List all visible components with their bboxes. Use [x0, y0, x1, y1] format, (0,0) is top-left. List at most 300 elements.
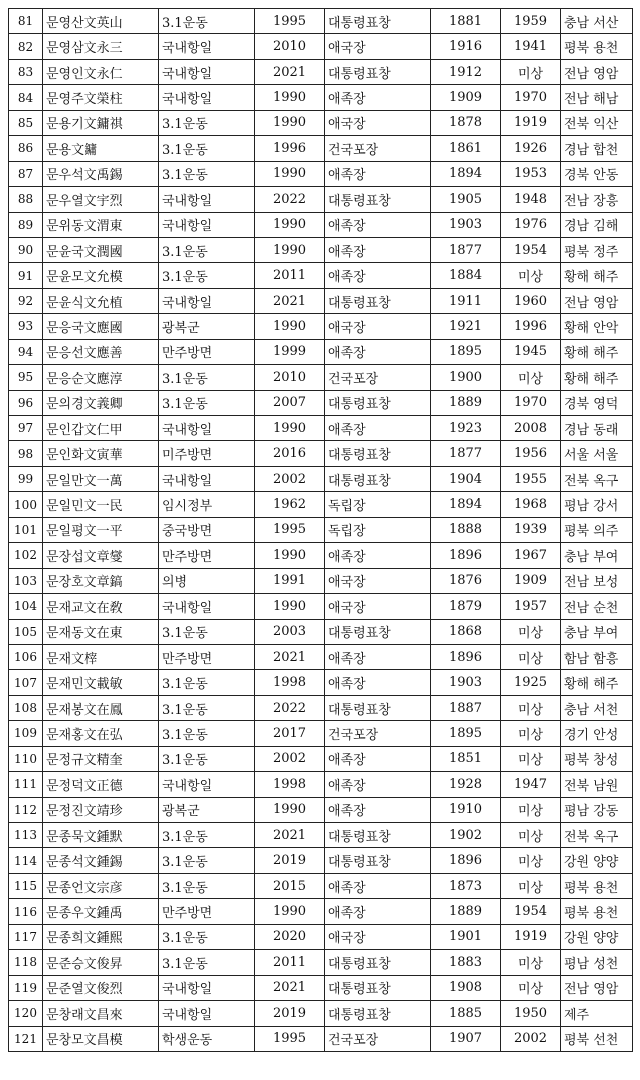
award-cell: 애족장	[325, 212, 431, 237]
origin-cell: 전남 장흥	[561, 187, 633, 212]
origin-cell: 경북 영덕	[561, 390, 633, 415]
movement-cell: 3.1운동	[159, 237, 255, 262]
row-number: 107	[9, 670, 43, 695]
award-year-cell: 1995	[255, 9, 325, 34]
death-year-cell: 1948	[501, 187, 561, 212]
birth-year-cell: 1883	[431, 950, 501, 975]
name-cell: 문영삼文永三	[43, 34, 159, 59]
award-year-cell: 1991	[255, 568, 325, 593]
movement-cell: 3.1운동	[159, 365, 255, 390]
birth-year-cell: 1903	[431, 670, 501, 695]
row-number: 103	[9, 568, 43, 593]
birth-year-cell: 1895	[431, 721, 501, 746]
row-number: 112	[9, 797, 43, 822]
death-year-cell: 1953	[501, 161, 561, 186]
award-cell: 대통령표창	[325, 187, 431, 212]
death-year-cell: 1968	[501, 492, 561, 517]
row-number: 91	[9, 263, 43, 288]
origin-cell: 평남 성천	[561, 950, 633, 975]
death-year-cell: 미상	[501, 848, 561, 873]
award-cell: 대통령표창	[325, 848, 431, 873]
death-year-cell: 1941	[501, 34, 561, 59]
name-cell: 문인갑文仁甲	[43, 416, 159, 441]
birth-year-cell: 1928	[431, 772, 501, 797]
birth-year-cell: 1876	[431, 568, 501, 593]
award-year-cell: 1990	[255, 543, 325, 568]
movement-cell: 국내항일	[159, 466, 255, 491]
origin-cell: 전북 남원	[561, 772, 633, 797]
row-number: 92	[9, 288, 43, 313]
award-year-cell: 2017	[255, 721, 325, 746]
origin-cell: 제주	[561, 1001, 633, 1026]
row-number: 98	[9, 441, 43, 466]
award-year-cell: 2002	[255, 466, 325, 491]
name-cell: 문위동文渭東	[43, 212, 159, 237]
origin-cell: 황해 해주	[561, 365, 633, 390]
origin-cell: 충남 서산	[561, 9, 633, 34]
name-cell: 문우열文宇烈	[43, 187, 159, 212]
death-year-cell: 1925	[501, 670, 561, 695]
name-cell: 문윤모文允模	[43, 263, 159, 288]
origin-cell: 평북 의주	[561, 517, 633, 542]
award-year-cell: 1998	[255, 772, 325, 797]
table-row	[9, 237, 633, 262]
award-year-cell: 1990	[255, 416, 325, 441]
table-row	[9, 823, 633, 848]
table-row	[9, 950, 633, 975]
table-row	[9, 924, 633, 949]
name-cell: 문윤국文潤國	[43, 237, 159, 262]
award-year-cell: 2021	[255, 975, 325, 1000]
origin-cell: 평남 강동	[561, 797, 633, 822]
origin-cell: 충남 부여	[561, 619, 633, 644]
award-year-cell: 1990	[255, 161, 325, 186]
movement-cell: 광복군	[159, 797, 255, 822]
movement-cell: 3.1운동	[159, 390, 255, 415]
table-row	[9, 34, 633, 59]
table-row	[9, 390, 633, 415]
row-number: 110	[9, 746, 43, 771]
birth-year-cell: 1868	[431, 619, 501, 644]
birth-year-cell: 1878	[431, 110, 501, 135]
origin-cell: 전북 익산	[561, 110, 633, 135]
table-row	[9, 136, 633, 161]
movement-cell: 3.1운동	[159, 924, 255, 949]
row-number: 101	[9, 517, 43, 542]
table-row	[9, 899, 633, 924]
row-number: 82	[9, 34, 43, 59]
origin-cell: 강원 양양	[561, 848, 633, 873]
death-year-cell: 미상	[501, 873, 561, 898]
movement-cell: 중국방면	[159, 517, 255, 542]
table-row	[9, 161, 633, 186]
movement-cell: 학생운동	[159, 1026, 255, 1051]
death-year-cell: 1950	[501, 1001, 561, 1026]
movement-cell: 3.1운동	[159, 263, 255, 288]
origin-cell: 충남 서천	[561, 695, 633, 720]
birth-year-cell: 1877	[431, 441, 501, 466]
birth-year-cell: 1877	[431, 237, 501, 262]
award-cell: 대통령표창	[325, 950, 431, 975]
name-cell: 문영주文榮柱	[43, 85, 159, 110]
movement-cell: 만주방면	[159, 899, 255, 924]
award-year-cell: 2007	[255, 390, 325, 415]
table-row	[9, 772, 633, 797]
table-row	[9, 212, 633, 237]
origin-cell: 경남 동래	[561, 416, 633, 441]
award-year-cell: 1990	[255, 314, 325, 339]
birth-year-cell: 1881	[431, 9, 501, 34]
origin-cell: 전남 보성	[561, 568, 633, 593]
death-year-cell: 1960	[501, 288, 561, 313]
row-number: 87	[9, 161, 43, 186]
death-year-cell: 미상	[501, 975, 561, 1000]
row-number: 88	[9, 187, 43, 212]
row-number: 105	[9, 619, 43, 644]
award-year-cell: 2011	[255, 950, 325, 975]
origin-cell: 함남 함흥	[561, 644, 633, 669]
award-year-cell: 2022	[255, 187, 325, 212]
award-year-cell: 2022	[255, 695, 325, 720]
row-number: 114	[9, 848, 43, 873]
movement-cell: 3.1운동	[159, 110, 255, 135]
award-cell: 애족장	[325, 797, 431, 822]
award-year-cell: 2021	[255, 288, 325, 313]
award-cell: 애국장	[325, 594, 431, 619]
movement-cell: 국내항일	[159, 212, 255, 237]
award-year-cell: 1990	[255, 594, 325, 619]
name-cell: 문재홍文在弘	[43, 721, 159, 746]
birth-year-cell: 1902	[431, 823, 501, 848]
table-row	[9, 9, 633, 34]
movement-cell: 국내항일	[159, 975, 255, 1000]
birth-year-cell: 1921	[431, 314, 501, 339]
row-number: 85	[9, 110, 43, 135]
origin-cell: 전북 옥구	[561, 466, 633, 491]
death-year-cell: 1970	[501, 85, 561, 110]
table-row	[9, 466, 633, 491]
birth-year-cell: 1894	[431, 492, 501, 517]
birth-year-cell: 1873	[431, 873, 501, 898]
birth-year-cell: 1895	[431, 339, 501, 364]
award-year-cell: 2015	[255, 873, 325, 898]
award-cell: 독립장	[325, 517, 431, 542]
table-row	[9, 59, 633, 84]
award-year-cell: 1999	[255, 339, 325, 364]
award-year-cell: 2019	[255, 1001, 325, 1026]
table-row	[9, 797, 633, 822]
row-number: 83	[9, 59, 43, 84]
table-row	[9, 721, 633, 746]
origin-cell: 황해 안악	[561, 314, 633, 339]
origin-cell: 평남 강서	[561, 492, 633, 517]
table-row	[9, 848, 633, 873]
award-year-cell: 1990	[255, 237, 325, 262]
name-cell: 문일만文一萬	[43, 466, 159, 491]
row-number: 89	[9, 212, 43, 237]
award-year-cell: 2011	[255, 263, 325, 288]
row-number: 117	[9, 924, 43, 949]
death-year-cell: 1967	[501, 543, 561, 568]
death-year-cell: 1956	[501, 441, 561, 466]
award-cell: 건국포장	[325, 721, 431, 746]
award-year-cell: 2002	[255, 746, 325, 771]
award-cell: 대통령표창	[325, 9, 431, 34]
name-cell: 문정규文精奎	[43, 746, 159, 771]
row-number: 84	[9, 85, 43, 110]
name-cell: 문종우文鍾禹	[43, 899, 159, 924]
name-cell: 문종언文宗彦	[43, 873, 159, 898]
row-number: 97	[9, 416, 43, 441]
row-number: 93	[9, 314, 43, 339]
movement-cell: 3.1운동	[159, 873, 255, 898]
name-cell: 문용기文鏞祺	[43, 110, 159, 135]
birth-year-cell: 1879	[431, 594, 501, 619]
origin-cell: 강원 양양	[561, 924, 633, 949]
name-cell: 문용文鏞	[43, 136, 159, 161]
name-cell: 문영산文英山	[43, 9, 159, 34]
name-cell: 문장호文章鎬	[43, 568, 159, 593]
movement-cell: 3.1운동	[159, 746, 255, 771]
row-number: 108	[9, 695, 43, 720]
name-cell: 문재동文在東	[43, 619, 159, 644]
movement-cell: 3.1운동	[159, 721, 255, 746]
name-cell: 문재文榟	[43, 644, 159, 669]
origin-cell: 전남 해남	[561, 85, 633, 110]
table-row	[9, 492, 633, 517]
origin-cell: 평북 용천	[561, 899, 633, 924]
death-year-cell: 미상	[501, 619, 561, 644]
birth-year-cell: 1911	[431, 288, 501, 313]
birth-year-cell: 1900	[431, 365, 501, 390]
birth-year-cell: 1889	[431, 899, 501, 924]
birth-year-cell: 1884	[431, 263, 501, 288]
table-row	[9, 263, 633, 288]
award-cell: 애족장	[325, 873, 431, 898]
row-number: 100	[9, 492, 43, 517]
origin-cell: 경북 안동	[561, 161, 633, 186]
birth-year-cell: 1885	[431, 1001, 501, 1026]
death-year-cell: 1919	[501, 924, 561, 949]
award-year-cell: 2003	[255, 619, 325, 644]
award-year-cell: 1995	[255, 517, 325, 542]
row-number: 102	[9, 543, 43, 568]
movement-cell: 3.1운동	[159, 619, 255, 644]
row-number: 111	[9, 772, 43, 797]
origin-cell: 전남 영암	[561, 59, 633, 84]
death-year-cell: 미상	[501, 365, 561, 390]
death-year-cell: 미상	[501, 797, 561, 822]
movement-cell: 국내항일	[159, 594, 255, 619]
table-row	[9, 746, 633, 771]
award-cell: 건국포장	[325, 1026, 431, 1051]
honoree-table	[8, 8, 633, 1052]
table-row	[9, 85, 633, 110]
movement-cell: 3.1운동	[159, 950, 255, 975]
award-cell: 애족장	[325, 746, 431, 771]
birth-year-cell: 1896	[431, 848, 501, 873]
row-number: 90	[9, 237, 43, 262]
row-number: 81	[9, 9, 43, 34]
movement-cell: 국내항일	[159, 85, 255, 110]
row-number: 113	[9, 823, 43, 848]
death-year-cell: 1939	[501, 517, 561, 542]
award-cell: 애국장	[325, 924, 431, 949]
death-year-cell: 1959	[501, 9, 561, 34]
birth-year-cell: 1901	[431, 924, 501, 949]
table-row	[9, 1001, 633, 1026]
movement-cell: 3.1운동	[159, 848, 255, 873]
death-year-cell: 2008	[501, 416, 561, 441]
name-cell: 문준승文俊昇	[43, 950, 159, 975]
birth-year-cell: 1916	[431, 34, 501, 59]
name-cell: 문응순文應淳	[43, 365, 159, 390]
award-cell: 애국장	[325, 568, 431, 593]
award-cell: 대통령표창	[325, 288, 431, 313]
name-cell: 문종석文鍾錫	[43, 848, 159, 873]
birth-year-cell: 1903	[431, 212, 501, 237]
award-cell: 애족장	[325, 772, 431, 797]
birth-year-cell: 1907	[431, 1026, 501, 1051]
award-year-cell: 1996	[255, 136, 325, 161]
name-cell: 문재봉文在鳳	[43, 695, 159, 720]
movement-cell: 국내항일	[159, 187, 255, 212]
row-number: 109	[9, 721, 43, 746]
death-year-cell: 1970	[501, 390, 561, 415]
name-cell: 문장섭文章燮	[43, 543, 159, 568]
award-cell: 애족장	[325, 237, 431, 262]
row-number: 104	[9, 594, 43, 619]
row-number: 120	[9, 1001, 43, 1026]
table-body	[9, 9, 633, 1052]
origin-cell: 평북 선천	[561, 1026, 633, 1051]
award-year-cell: 1990	[255, 899, 325, 924]
award-cell: 애족장	[325, 263, 431, 288]
table-row	[9, 517, 633, 542]
table-row	[9, 288, 633, 313]
award-year-cell: 1990	[255, 797, 325, 822]
movement-cell: 3.1운동	[159, 695, 255, 720]
death-year-cell: 1955	[501, 466, 561, 491]
origin-cell: 평북 용천	[561, 34, 633, 59]
birth-year-cell: 1910	[431, 797, 501, 822]
row-number: 121	[9, 1026, 43, 1051]
birth-year-cell: 1908	[431, 975, 501, 1000]
death-year-cell: 미상	[501, 721, 561, 746]
origin-cell: 전남 순천	[561, 594, 633, 619]
row-number: 94	[9, 339, 43, 364]
row-number: 116	[9, 899, 43, 924]
death-year-cell: 1976	[501, 212, 561, 237]
award-cell: 애국장	[325, 34, 431, 59]
award-cell: 대통령표창	[325, 390, 431, 415]
award-year-cell: 2020	[255, 924, 325, 949]
table-row	[9, 695, 633, 720]
award-year-cell: 2010	[255, 365, 325, 390]
name-cell: 문응선文應善	[43, 339, 159, 364]
row-number: 95	[9, 365, 43, 390]
death-year-cell: 1919	[501, 110, 561, 135]
birth-year-cell: 1888	[431, 517, 501, 542]
table-row	[9, 594, 633, 619]
death-year-cell: 미상	[501, 950, 561, 975]
award-year-cell: 1990	[255, 110, 325, 135]
award-cell: 애족장	[325, 670, 431, 695]
birth-year-cell: 1896	[431, 543, 501, 568]
award-cell: 애국장	[325, 314, 431, 339]
movement-cell: 3.1운동	[159, 9, 255, 34]
movement-cell: 3.1운동	[159, 161, 255, 186]
name-cell: 문재교文在敎	[43, 594, 159, 619]
award-cell: 건국포장	[325, 136, 431, 161]
award-cell: 대통령표창	[325, 619, 431, 644]
death-year-cell: 미상	[501, 695, 561, 720]
death-year-cell: 미상	[501, 263, 561, 288]
movement-cell: 만주방면	[159, 339, 255, 364]
origin-cell: 경남 김해	[561, 212, 633, 237]
row-number: 106	[9, 644, 43, 669]
award-cell: 애족장	[325, 85, 431, 110]
origin-cell: 황해 해주	[561, 339, 633, 364]
movement-cell: 3.1운동	[159, 670, 255, 695]
award-cell: 애족장	[325, 161, 431, 186]
movement-cell: 국내항일	[159, 288, 255, 313]
award-cell: 대통령표창	[325, 823, 431, 848]
table-row	[9, 670, 633, 695]
death-year-cell: 1947	[501, 772, 561, 797]
award-year-cell: 2021	[255, 644, 325, 669]
birth-year-cell: 1894	[431, 161, 501, 186]
row-number: 115	[9, 873, 43, 898]
table-row	[9, 975, 633, 1000]
name-cell: 문재민文載敏	[43, 670, 159, 695]
table-row	[9, 314, 633, 339]
award-cell: 대통령표창	[325, 975, 431, 1000]
origin-cell: 황해 해주	[561, 263, 633, 288]
table-row	[9, 543, 633, 568]
birth-year-cell: 1887	[431, 695, 501, 720]
movement-cell: 국내항일	[159, 1001, 255, 1026]
birth-year-cell: 1909	[431, 85, 501, 110]
table-row	[9, 873, 633, 898]
birth-year-cell: 1889	[431, 390, 501, 415]
origin-cell: 서울 서울	[561, 441, 633, 466]
award-year-cell: 2019	[255, 848, 325, 873]
movement-cell: 임시정부	[159, 492, 255, 517]
origin-cell: 전북 옥구	[561, 823, 633, 848]
table-row	[9, 110, 633, 135]
death-year-cell: 1954	[501, 237, 561, 262]
table-row	[9, 644, 633, 669]
table-row	[9, 416, 633, 441]
movement-cell: 국내항일	[159, 416, 255, 441]
birth-year-cell: 1861	[431, 136, 501, 161]
movement-cell: 광복군	[159, 314, 255, 339]
name-cell: 문창모文昌模	[43, 1026, 159, 1051]
birth-year-cell: 1896	[431, 644, 501, 669]
row-number: 96	[9, 390, 43, 415]
origin-cell: 경기 안성	[561, 721, 633, 746]
table-row	[9, 1026, 633, 1051]
table-row	[9, 568, 633, 593]
award-year-cell: 2010	[255, 34, 325, 59]
death-year-cell: 1954	[501, 899, 561, 924]
death-year-cell: 미상	[501, 823, 561, 848]
movement-cell: 국내항일	[159, 59, 255, 84]
name-cell: 문준열文俊烈	[43, 975, 159, 1000]
death-year-cell: 미상	[501, 59, 561, 84]
row-number: 86	[9, 136, 43, 161]
